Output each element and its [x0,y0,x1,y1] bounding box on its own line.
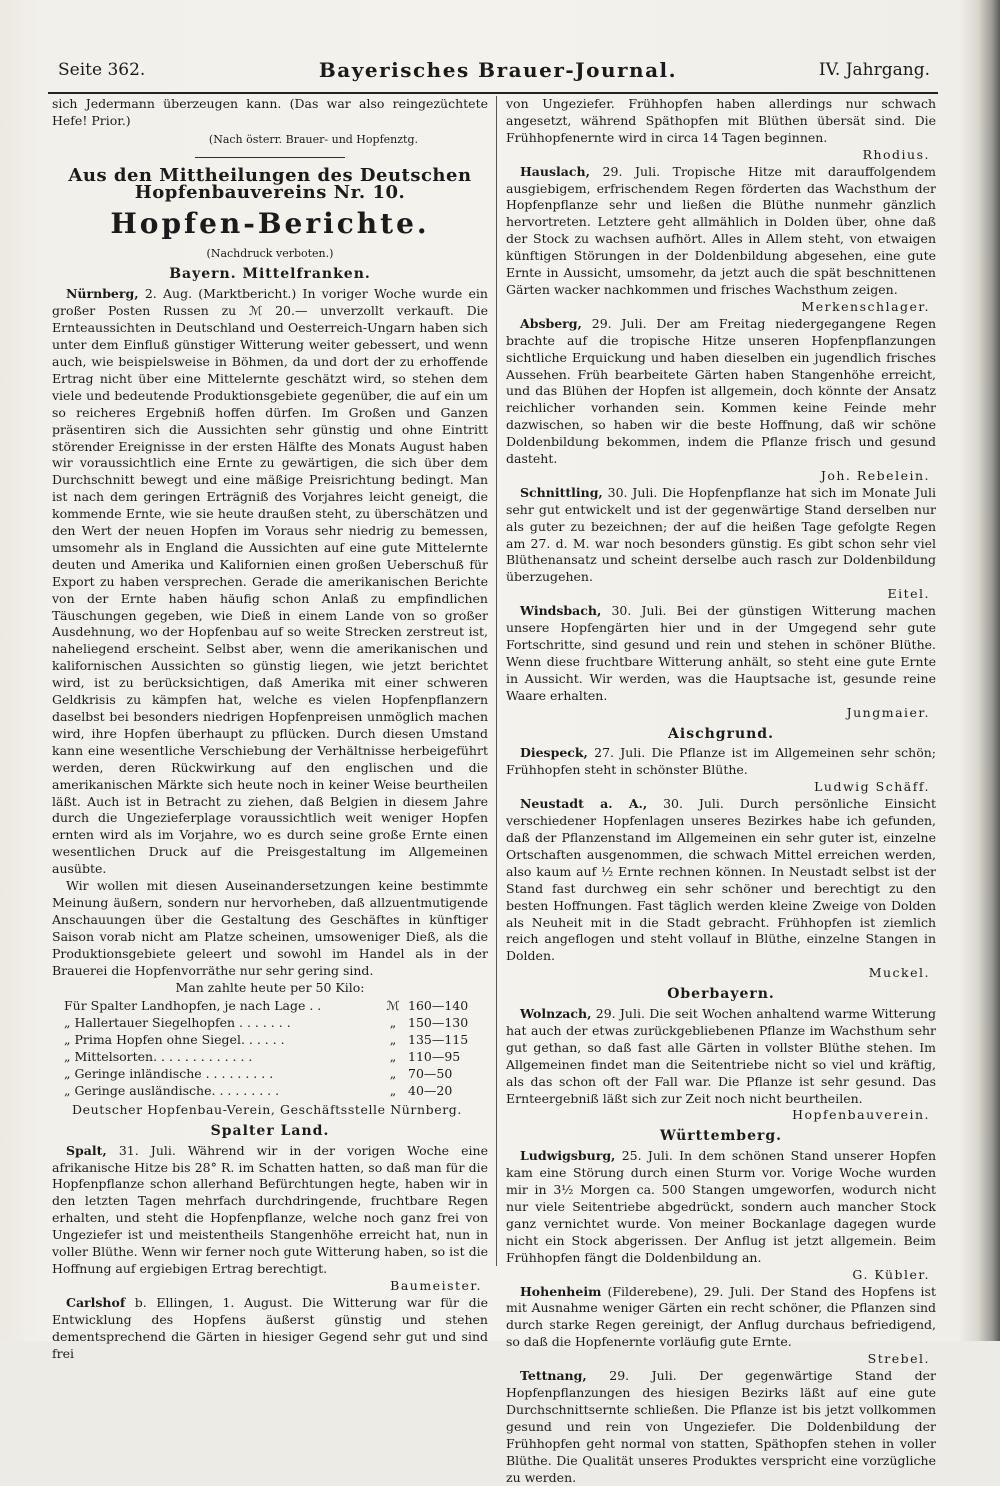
report-text: b. Ellingen, 1. August. Die Witterung war für die Entwicklung des Hopfens äußerst günstig und stehen dementsprechend die Gärten in hiesiger Gegend sehr gut und sind frei [52,1294,488,1361]
place-name: Carlshof [66,1294,126,1310]
signature: Ludwig Schäff. [814,779,930,795]
report-text: 29. Juli. Der gegenwärtige Stand der Hopfenpflanzungen des hiesigen Bezirks läßt auf eine gute Durchschnittsernte schließen. Die Pflanze ist bis jetzt vollkommen gesund und rein von Ungeziefer. Die Doldenbildung der Frühhopfen geht normal von statten, Späthopfen stehen in voller Blüthe. Die Qualität unseres Produktes verspricht eine vorzügliche zu werden. [506,1368,936,1485]
place-name: Absberg, [520,315,582,331]
region-heading-spalter-land: Spalter Land. [210,1122,330,1139]
price-row [52,998,488,1015]
signature: Merkenschlager. [801,298,930,314]
price-row [52,1015,488,1032]
journal-title: Bayerisches Brauer-Journal. [318,58,678,82]
place-name: Windsbach, [520,603,602,619]
price-value: 135—115 [408,1032,469,1048]
report-neustadt [506,796,936,965]
report-text: 30. Juli. Durch persönliche Einsicht verschiedener Hopfenlagen unseres Bezirkes habe ich gefunden, daß der Pflanzenstand im Allgemeinen ein sehr guter ist, einzelne Ortschaften ausgenommen, die schwach Mittel erreichen werden, also kaum auf ½ Ernte rechnen können. In Neustadt selbst ist der Stand fast durchweg ein sehr schöner und berechtigt zu den besten Hoffnungen. Fast täglich werden kleine Zweige von Dolden als Neuheit mit in die Stadt gebracht. Frühhopfen ist ziemlich reich angeflogen und steht vollauf in Blüthe, einzelne Stangen in Dolden. [506,796,936,964]
report-carlshof [52,1295,488,1363]
report-text: 30. Juli. Bei der günstigen Witterung machen unsere Hopfengärten hier und in der Umgegend sehr gute Fortschritte, sind gesund und rein und stehen in schöner Blüthe. Wenn diese fruchtbare Witterung anhält, so steht eine gute Ernte in Aussicht. Wir werden, was die Hauptsache ist, gesunde reine Waare erhalten. [506,603,936,703]
signature: Hopfenbauverein. [792,1107,930,1123]
report-windsbach [506,603,936,704]
header-rule [48,92,938,94]
price-row [52,1083,488,1100]
intro-source: (Nach österr. Brauer- und Hopfenztg. [208,132,418,146]
price-intro: Man zahlte heute per 50 Kilo: [175,979,365,995]
price-label: „ Geringe ausländische. . . . . . . . . [64,1082,280,1098]
volume-label: IV. Jahrgang. [818,60,930,80]
place-name: Hauslach, [520,163,590,179]
report-ludwigsburg [506,1148,936,1266]
report-wolnzach [506,1006,936,1107]
price-currency: ℳ [386,998,400,1014]
price-currency: „ [389,1066,397,1082]
page-binding-shadow [960,0,1000,1341]
place-name: Wolnzach, [520,1006,592,1022]
signature: Eitel. [887,586,930,602]
price-value: 40—20 [408,1082,453,1098]
intro-paragraph: sich Jedermann überzeugen kann. (Das war also reingezüchtete Hefe! Prior.) [52,96,488,128]
price-label: „ Hallertauer Siegelhopfen . . . . . . . [64,1015,291,1031]
signature: Strebel. [867,1351,930,1367]
place-name: Ludwigsburg, [520,1148,616,1164]
report-schnittling [506,485,936,586]
left-column [52,96,488,1362]
right-column [506,96,936,1486]
report-text: 2. Aug. (Marktbericht.) In voriger Woche wurde ein großer Posten Russen zu ℳ 20.— unverzollt verkauft. Die Ernteaussichten in Deutschland und Oesterreich-Ungarn haben sich unter dem Einfluß günstiger Witterung weiter gebessert, und wenn auch, wie beispielsweise in Böhmen, da und dort der zu erhoffende Ertrag nicht über eine Mittelernte geschätzt wird, so stehen dem viele und bedeutende Produktionsgebiete gegenüber, die auf ein um so reicheres Ergebniß hoffen dürfen. Im Großen und Ganzen präsentiren sich die Aussichten sehr günstig und ohne Eintritt störender Ereignisse in der ersten Hälfte des Monats August haben wir voraussichtlich eine Ernte zu gewärtigen, die sich über dem Durchschnitt bewegt und eine mäßige Preisrichtung bedingt. Man ist nach dem geringen Erträgniß des Vorjahres leicht geneigt, die kommende Ernte, wie sie heute draußen steht, zu überschätzen und den Wert der neuen Hopfen im Voraus sehr niedrig zu bemessen, umsomehr als in England die Aussichten auf eine gute Mittelernte deuten und Amerika und Kalifornien einen großen Ueberschuß für Export zu haben versprechen. Gerade die amerikanischen Berichte von der Ernte haben häufig schon Anlaß zu empfindlichen Täuschungen gegeben, wie Dieß in einem Lande von so großer Ausdehnung, wo der Hopfenbau auf so weite Strecken zerstreut ist, naheliegend erscheint. Selbst aber, wenn die amerikanischen und kalifornischen Aussichten so günstig liegen, wie jetzt berichtet wird, ist zu berücksichtigen, daß Amerika mit einer schweren Geldkrisis zu kämpfen hat, welche es vielen Hopfenpflanzern daselbst bei besonders niedrigen Hopfenpreisen unmöglich machen wird, ihre Hopfen überhaupt zu pflücken. Durch diesen Umstand kann eine wesentliche Verschiebung der Verhältnisse herbeigeführt werden, deren Rückwirkung auf den englischen und die amerikanischen Märkte sich heute noch in keiner Weise beurtheilen läßt. Auch ist in Betracht zu ziehen, daß Belgien in diesem Jahre durch die Ungezieferplage voraussichtlich weit weniger Hopfen ernten wird als im Vorjahre, wo es durch seine große Ernte einen wesentlichen Druck auf die Preisgestaltung im Allgemeinen ausübte. [52,286,488,877]
price-currency: „ [389,1082,397,1098]
main-title: Hopfen-Berichte. [110,206,430,240]
signature: Joh. Rebelein. [820,467,930,483]
section-divider [195,157,345,158]
price-row [52,1066,488,1083]
report-text: 29. Juli. Tropische Hitze mit darauffolgendem ausgiebigem, erfrischendem Regen förderten das Wachsthum der Hopfenpflanze sehr und ließen die Blüthe nunmehr gänzlich hervortreten. Letztere geht allmählich in Dolden über, ohne daß der Stock zu wachsen aufhört. Alles in Allem steht, von etwaigen künftigen Störungen in der Doldenbildung abgesehen, eine gute Ernte in Aussicht, umsomehr, da jetzt auch die spät beschnittenen Gärten wacker nachkommen und frisches Wachsthum zeigen. [506,163,936,297]
price-currency: „ [389,1032,397,1048]
price-value: 70—50 [408,1066,453,1082]
report-nuernberg [52,286,488,878]
section-title: Aus den Mittheilungen des Deutschen Hopfenbauvereins Nr. 10. [68,164,472,203]
price-value: 110—95 [408,1049,461,1065]
price-label: „ Mittelsorten. . . . . . . . . . . . . [64,1049,253,1065]
price-value: 160—140 [408,998,469,1014]
reprint-note: (Nachdruck verboten.) [206,246,334,260]
price-row [52,1032,488,1049]
place-name: Hohenheim [520,1283,602,1299]
region-heading-bayern: Bayern. Mittelfranken. [169,266,371,283]
price-label: „ Prima Hopfen ohne Siegel. . . . . . [64,1032,285,1048]
signature: Muckel. [868,965,930,981]
price-label: „ Geringe inländische . . . . . . . . . [64,1066,274,1082]
report-spalt [52,1143,488,1278]
price-row [52,1049,488,1066]
report-text: (Filderebene), 29. Juli. Der Stand des Hopfens ist mit Ausnahme weniger Gärten ein recht schöner, die Pflanzen sind durch starke Regen gereinigt, der Anflug durchaus befriedigend, so daß die Hopfenernte vorläufig gute Ernte. [506,1283,936,1350]
report-continuation: von Ungeziefer. Frühhopfen haben allerdings nur schwach angesetzt, während Späthopfen mit Blüthen übersät sind. Die Frühhopfenernte wird in circa 14 Tagen beginnen. [506,96,936,145]
place-name: Tettnang, [520,1368,587,1384]
report-hauslach [506,164,936,299]
signature: G. Kübler. [852,1266,930,1282]
report-text: 31. Juli. Während wir in der vorigen Woche eine afrikanische Hitze bis 28° R. im Schatten hatten, so daß man für die Hopfenpflanze schon allerhand Befürchtungen hegte, haben wir in den letzten Tagen mehrfach durchdringende, fruchtbare Regen erhalten, und steht die Hopfenpflanze, welche noch ganz frei von Ungeziefer ist und meistentheils Stangenhöhe erreicht hat, nun in voller Blüthe. Wenn wir ferner noch gute Witterung haben, so ist die Hoffnung auf ergiebigen Ertrag berechtigt. [52,1142,489,1276]
region-heading-wuerttemberg: Württemberg. [659,1128,783,1145]
place-name: Spalt, [66,1142,107,1158]
report-nuernberg-cont: Wir wollen mit diesen Auseinandersetzungen keine bestimmte Meinung äußern, sondern nur hervorheben, daß allzuentmutigende Anschauungen über die Gestaltung des Geschäftes in künftiger Saison vorab nicht am Platze scheinen, umsoweniger Dieß, als die Produktionsgebiete geleert und sowohl im Handel als in der Brauerei die Hopfenvorräthe nur sehr gering sind. [52,878,488,978]
report-text: 25. Juli. In dem schönen Stand unserer Hopfen kam eine Störung durch einen Sturm vor. Vorige Woche wurden mir in 3½ Morgen ca. 500 Stangen umgeworfen, wodurch nicht nur viele Seitentriebe abgedrückt, sondern auch mancher Stock ganz vernichtet wurde. Von meiner Bockanlage dagegen wurde nicht ein Stock abgerissen. Der Anflug ist jetzt allgemein. Beim Frühhopfen fängt die Doldenbildung an. [506,1148,936,1265]
place-name: Schnittling, [520,484,603,500]
price-value: 150—130 [408,1015,469,1031]
page-number: Seite 362. [58,60,146,80]
price-label: Für Spalter Landhopfen, je nach Lage . . [64,998,322,1014]
report-tettnang [506,1368,936,1486]
report-absberg [506,316,936,468]
page-header [58,58,938,88]
place-name: Nürnberg, [66,286,139,302]
report-text: 30. Juli. Die Hopfenpflanze hat sich im Monate Juli sehr gut entwickelt und ist der gegenwärtige Stand derselben nur als guter zu bezeichnen; der auf die heißen Tage gefolgte Regen am 27. d. M. war noch besonders günstig. Es gibt schon sehr viel Blüthenansatz und scheint derselbe auch rasch zur Doldenbildung überzugehen. [506,484,936,585]
price-signature: Deutscher Hopfenbau-Verein, Geschäftsstelle Nürnberg. [71,1101,462,1117]
region-heading-aischgrund: Aischgrund. [668,725,774,742]
report-text: 29. Juli. Der am Freitag niedergegangene Regen brachte auf die tropische Hitze unseren Hopfenpflanzungen sichtliche Erquickung und haben dieselben ein jugendlich frisches Aussehen. Früh bearbeitete Gärten haben Stangenhöhe erreicht, und das Blühen der Hopfen ist allgemein, doch könnte der Ansatz reichlicher vorhanden sein. Kommen keine Feinde mehr dazwischen, so haben wir die beste Hoffnung, daß wir schöne Doldenbildung bekommen, indem die Pflanze frisch und gesund dasteht. [506,315,936,467]
region-heading-oberbayern: Oberbayern. [667,986,775,1003]
price-currency: „ [389,1015,397,1031]
price-table [52,998,488,1099]
signature: Baumeister. [390,1277,482,1293]
column-divider [496,96,497,1266]
report-text: 27. Juli. Die Pflanze ist im Allgemeinen sehr schön; Frühhopfen steht in schönster Blüthe. [506,745,936,778]
signature: Rhodius. [862,146,930,162]
place-name: Diespeck, [520,745,588,761]
price-currency: „ [389,1049,397,1065]
place-name: Neustadt a. A., [520,796,648,812]
report-hohenheim [506,1284,936,1352]
report-diespeck [506,745,936,779]
report-text: 29. Juli. Die seit Wochen anhaltend warme Witterung hat auch der etwas zurückgebliebenen Pflanze im Wachsthum sehr gut gethan, so daß fast alle Gärten in vollster Blüthe stehen. Im Allgemeinen findet man die Seitentriebe nicht so viel und kräftig, als das schon oft der Fall war. Die Pflanze ist sehr gesund. Das Ernteergebniß läßt sich zur Zeit noch nicht beurtheilen. [506,1006,936,1106]
signature: Jungmaier. [846,704,930,720]
